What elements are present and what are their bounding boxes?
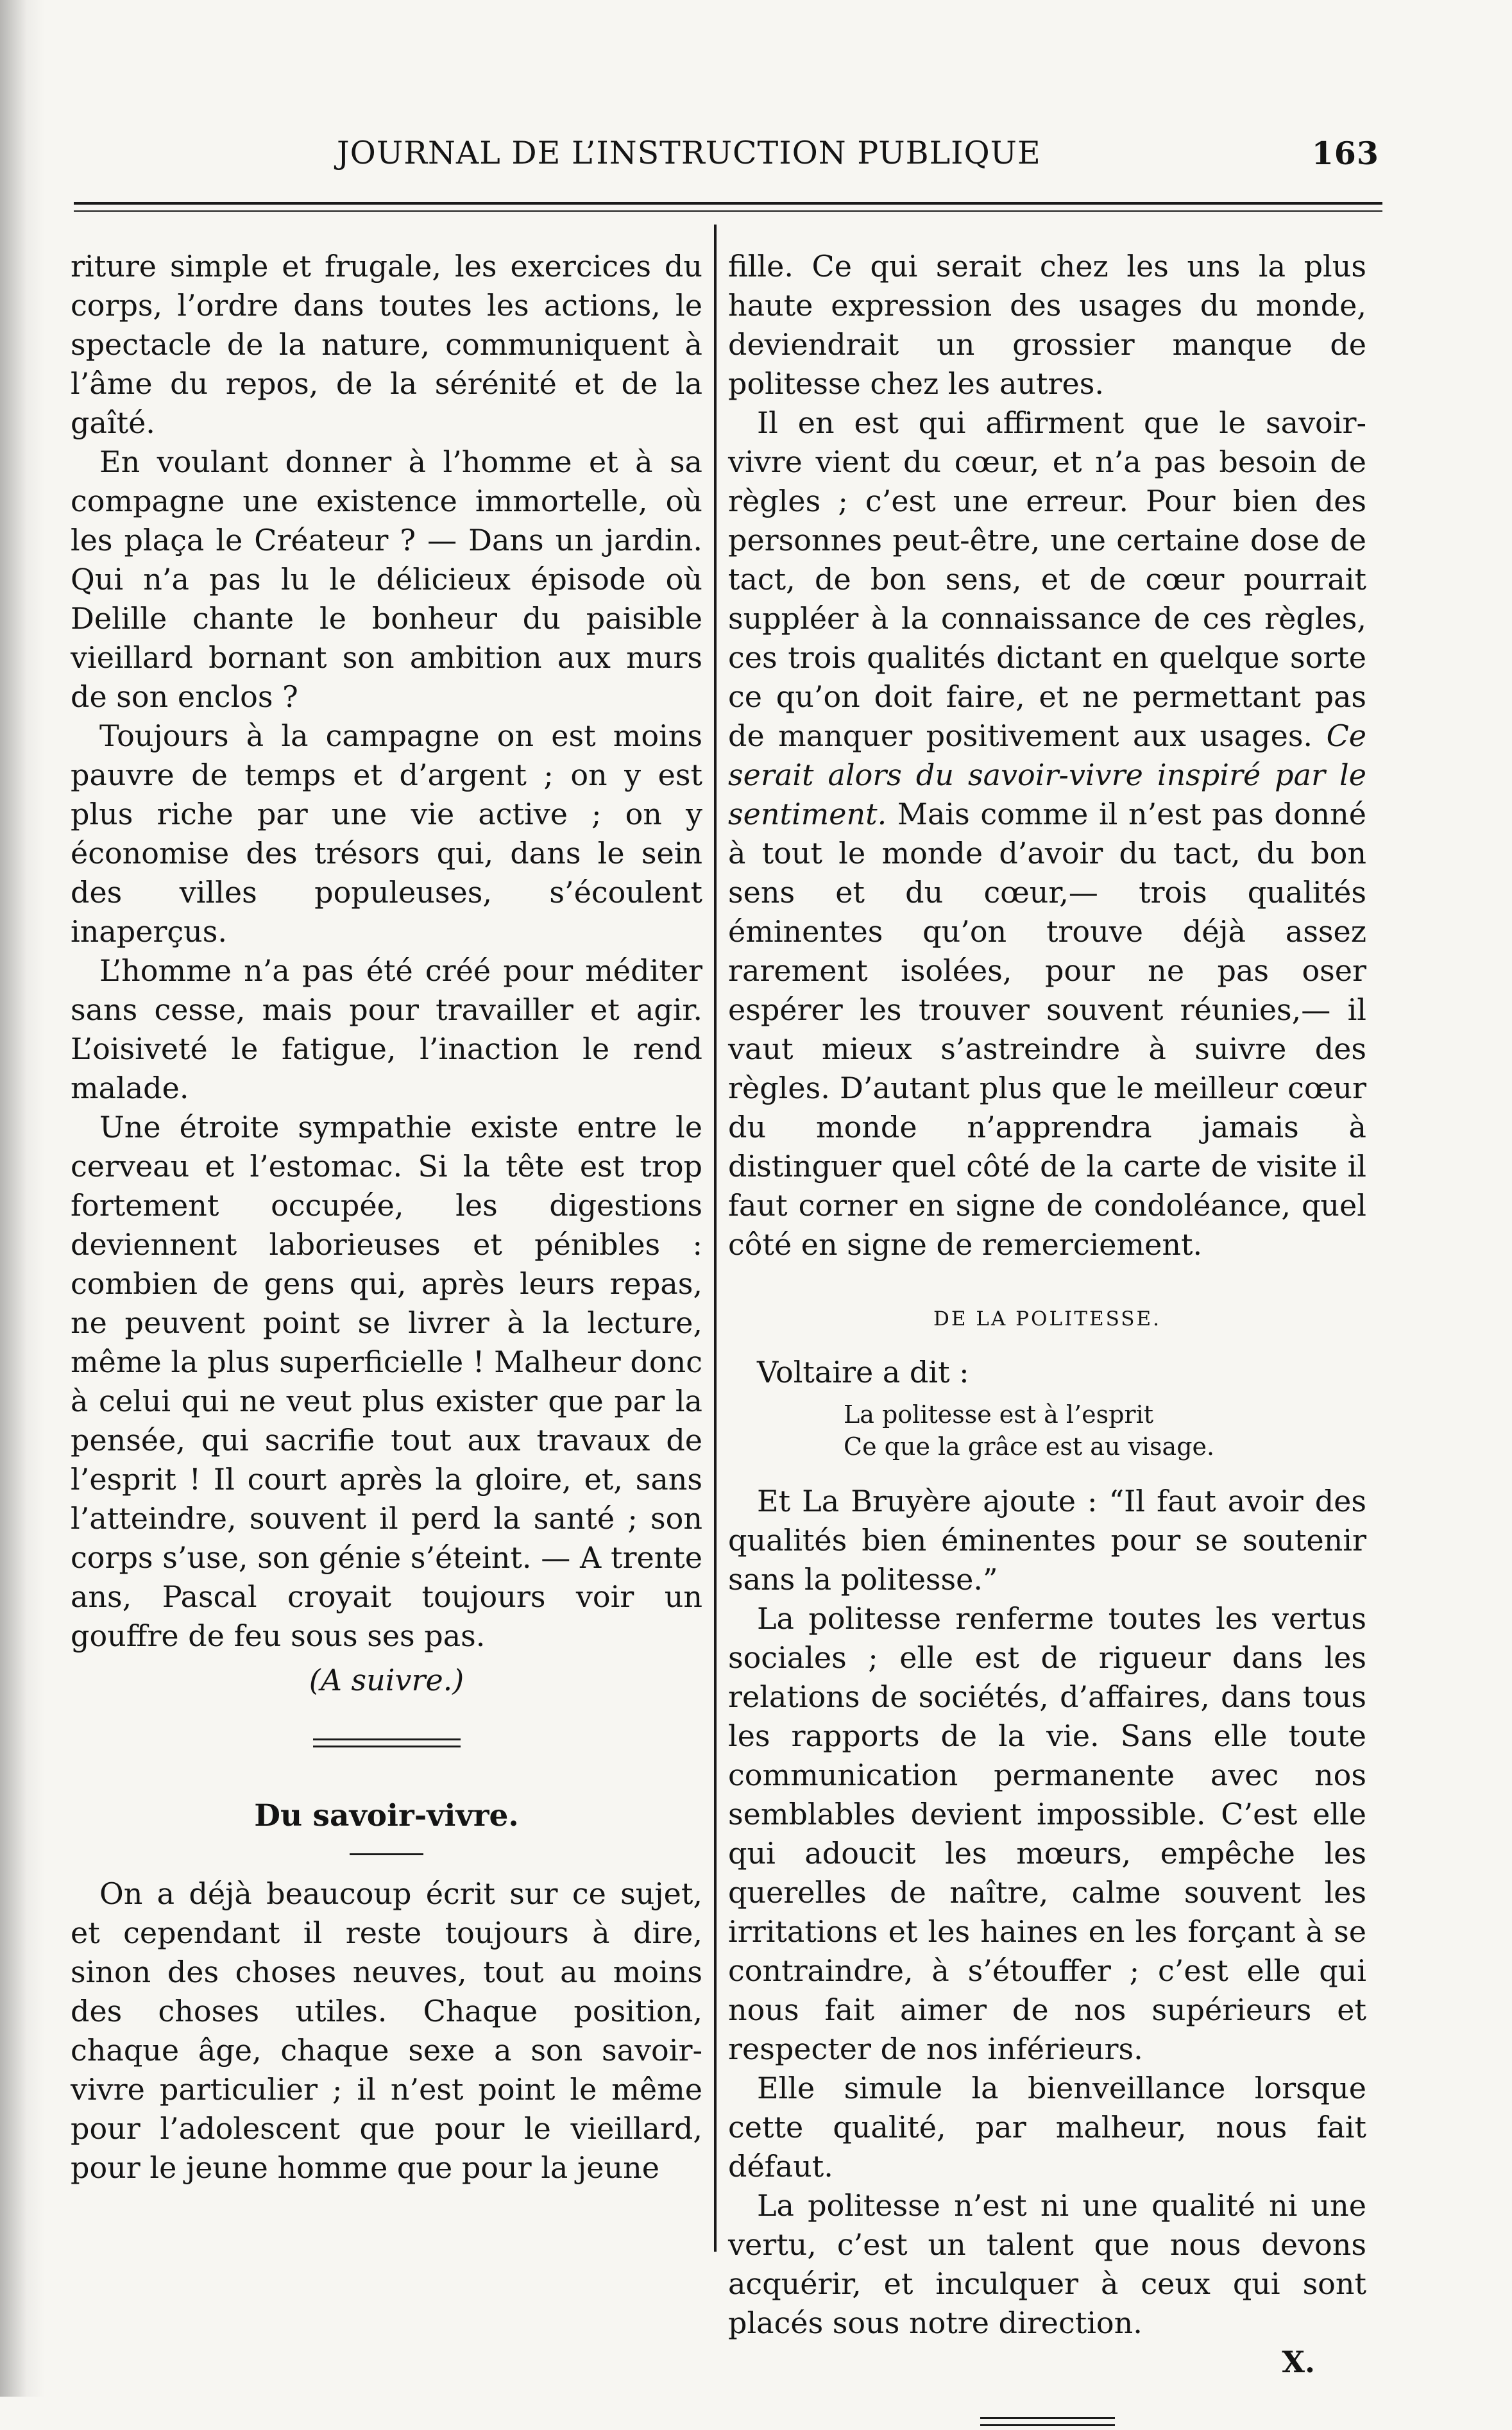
paragraph: Voltaire a dit :	[757, 1355, 969, 1389]
quote-line: Ce que la grâce est au visage.	[844, 1432, 1215, 1461]
to-be-continued: (A suivre.)	[309, 1663, 464, 1697]
paragraph: En voulant donner à l’homme et à sa compagne une existence immortelle, où les plaça le Créateur ? — Dans un jardin. Qui n’a pas lu le délicieux épisode où Delille chante le bonheur du paisible vieillard bornant son ambition aux murs de son enclos ?	[71, 445, 702, 714]
paragraph: Une étroite sympathie existe entre le cerveau et l’estomac. Si la tête est trop fortement occupée, les digestions deviennent laborieuses et pénibles : combien de gens qui, après leurs repas, ne peuvent point se livrer à la lecture, même la plus superficielle ! Malheur donc à celui qui ne veut plus exister que par la pensée, qui sacrifie tout aux travaux de l’esprit ! Il court après la gloire, et, sans l’atteindre, souvent il perd la santé ; son corps s’use, son génie s’éteint. — A trente ans, Pascal croyait toujours voir un gouffre de feu sous ses pas.	[71, 1110, 702, 1653]
running-header	[192, 135, 1379, 186]
paragraph: Elle simule la bienveillance lorsque cette qualité, par malheur, nous fait défaut.	[728, 2071, 1366, 2184]
paragraph	[728, 404, 1366, 1264]
header-rule-thick	[74, 202, 1382, 205]
author-signature: X.	[1282, 2345, 1315, 2379]
paragraph-text: Mais comme il n’est pas donné à tout le monde d’avoir du tact, du bon sens et du cœur,— trois qualités éminentes qu’on trouve déjà assez rarement isolées, pour ne pas oser espérer les trouver souvent réunies,— il vaut mieux s’astreindre à suivre des règles. D’autant plus que le meilleur cœur du monde n’apprendra jamais à distinguer quel côté de la carte de visite il faut corner en signe de condoléance, quel côté en signe de remerciement.	[728, 797, 1366, 1262]
paragraph: L’homme n’a pas été créé pour méditer sans cesse, mais pour travailler et agir. L’oisiveté le fatigue, l’inaction le rend malade.	[71, 953, 702, 1105]
paragraph: Et La Bruyère ajoute : “Il faut avoir des qualités bien éminentes pour se soutenir sans la politesse.”	[728, 1484, 1366, 1597]
paragraph-text: Il en est qui affirment que le savoir-vivre vient du cœur, et n’a pas besoin de règles ; c’est une erreur. Pour bien des personnes peut-être, une certaine dose de tact, de bon sens, et de cœur pourrait suppléer à la connaissance de ces règles, ces trois qualités dictant en quelque sorte ce qu’on doit faire, et ne permettant pas de manquer positivement aux usages.	[728, 405, 1366, 753]
section-separator	[313, 1738, 461, 1751]
italic-sentence: Ce serait alors du savoir-vivre inspiré par le sentiment.	[728, 718, 1367, 831]
left-column	[71, 247, 702, 2188]
right-column	[728, 247, 1366, 2430]
page-number: 163	[1311, 135, 1379, 172]
paragraph: La politesse n’est ni une qualité ni une vertu, c’est un talent que nous devons acquérir, et inculquer à ceux qui sont placés sous notre direction.	[728, 2188, 1366, 2340]
paragraph: Toujours à la campagne on est moins pauvre de temps et d’argent ; on y est plus riche par une vie active ; on y économise des trésors qui, dans le sein des villes populeuses, s’écoulent inaperçus.	[71, 718, 702, 949]
header-rule-thin	[74, 210, 1382, 212]
scan-edge-shadow	[0, 0, 45, 2397]
paragraph: La politesse renferme toutes les vertus sociales ; elle est de rigueur dans les relations de sociétés, d’affaires, dans tous les rapports de la vie. Sans elle toute communication permanente avec nos semblables devient impossible. C’est elle qui adoucit les mœurs, empêche les querelles de naître, calme souvent les irritations et les haines en les forçant à se contraindre, à s’étouffer ; c’est elle qui nous fait aimer de nos supérieurs et respecter de nos inférieurs.	[728, 1601, 1366, 2066]
column-divider	[714, 225, 717, 2252]
journal-title: JOURNAL DE L’INSTRUCTION PUBLIQUE	[337, 135, 1041, 171]
paragraph: On a déjà beaucoup écrit sur ce sujet, et cependant il reste toujours à dire, sinon des choses neuves, tout au moins des choses utiles. Chaque position, chaque âge, chaque sexe a son savoir-vivre particulier ; il n’est point le même pour l’adolescent que pour le vieillard, pour le jeune homme que pour la jeune	[71, 1876, 702, 2185]
verse-quote	[728, 1398, 1366, 1463]
section-separator	[980, 2417, 1115, 2430]
quote-line: La politesse est à l’esprit	[844, 1400, 1154, 1429]
section-title-politesse: DE LA POLITESSE.	[933, 1307, 1161, 1330]
section-title-savoir-vivre: Du savoir-vivre.	[254, 1798, 519, 1833]
paragraph: riture simple et frugale, les exercices du corps, l’ordre dans toutes les actions, le spectacle de la nature, communiquent à l’âme du repos, de la sérénité et de la gaîté.	[71, 249, 702, 440]
paragraph: fille. Ce qui serait chez les uns la plus haute expression des usages du monde, deviendrait un grossier manque de politesse chez les autres.	[728, 249, 1366, 401]
